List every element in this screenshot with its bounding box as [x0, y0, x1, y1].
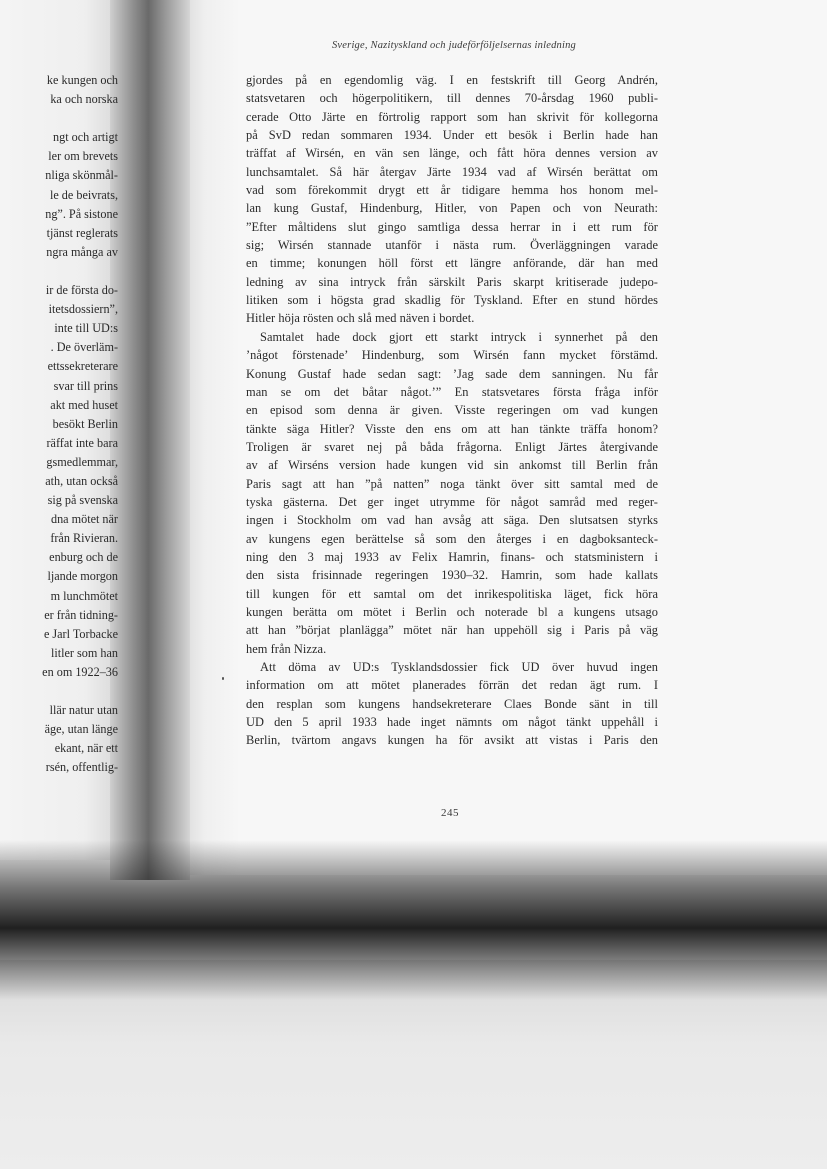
left-page-line: le de beivrats, — [49, 187, 118, 202]
text-line: Troligen är svaret nej på båda frågorna. Enligt Järtes återgivande — [246, 439, 658, 454]
text-line: tyska gästerna. Det ger inget utrymme för något samråd med reger- — [246, 494, 658, 509]
left-page-line — [0, 109, 120, 128]
left-page-line: enburg och de — [49, 550, 118, 565]
text-line: av kungens egen berättelse så som den återges i en dagboksanteck- — [246, 531, 658, 546]
ink-speck — [222, 677, 224, 680]
text-line: cerade Otto Järte en förtrolig rapport som han skrivit för kollegorna — [246, 109, 658, 124]
left-page-line: . De överläm- — [50, 340, 118, 355]
left-page-line: ke kungen och — [46, 73, 118, 87]
left-page-line: svar till prins — [53, 378, 118, 393]
left-page-line: räffat inte bara — [46, 435, 118, 450]
text-line: ingen i Stockholm om vad han avsåg att säga. Den slutsatsen styrks — [246, 513, 658, 528]
text-line: träffat af Wirsén, en vän sen länge, och fått höra dennes version av — [246, 146, 658, 161]
left-page-line: rsén, offentlig- — [45, 760, 118, 775]
text-line: sig; Wirsén stannade utanför i nästa rum. Överläggningen varade — [246, 238, 658, 253]
text-line: till kungen för ett samtal om det inrikespolitiska läget, fick höra — [246, 586, 658, 601]
text-line: gjordes på en egendomlig väg. I en festskrift till Georg Andrén, — [246, 73, 658, 87]
left-page-line: nliga skönmål- — [45, 168, 118, 183]
left-page-line: itetsdossiern”, — [48, 302, 118, 317]
text-line: Berlin, tvärtom angavs kungen ha för avsikt att vistas i Paris den — [246, 733, 658, 748]
running-head: Sverige, Nazityskland och judeförföljelsernas inledning — [331, 40, 576, 51]
text-line: statsvetaren och högerpolitikern, till dennes 70-årsdag 1960 publi- — [246, 91, 658, 106]
left-page-line: ler om brevets — [48, 149, 118, 164]
text-line: kungen berätta om mötet i Berlin och noterade bl a kungens utsago — [246, 604, 658, 619]
body-text — [246, 71, 658, 750]
text-line: Hitler höja rösten och slå med näven i bordet. — [246, 311, 475, 326]
text-line: en timme; konungen höll först ett längre anförande, där han med — [246, 256, 658, 271]
text-line: den sista frisinnade regeringen 1930–32. Hamrin, som hade kallats — [246, 568, 658, 583]
text-line: lunchsamtalet. Så här återgav Järte 1934 vad af Wirsén berättat om — [246, 164, 658, 179]
text-line: hem från Nizza. — [246, 641, 327, 656]
text-line: att han ”börjat planlägga” mötet när han uppehöll sig i Paris på väg — [246, 623, 658, 638]
book-gutter-shadow — [110, 0, 190, 880]
text-line: man se om det båtar något.’” En statsvetares första fråga inför — [246, 384, 658, 399]
left-page-line: gsmedlemmar, — [46, 454, 118, 469]
left-page-line — [0, 262, 120, 281]
left-page-line: ngra många av — [46, 244, 118, 259]
left-page-line: sig på svenska — [47, 493, 118, 508]
text-line: en episod som denna är given. Visste regeringen om vad kungen — [246, 403, 658, 418]
left-page-line: besökt Berlin — [52, 416, 118, 431]
left-page-line: m lunchmötet — [50, 588, 118, 603]
left-page-line: e Jarl Torbacke — [43, 626, 118, 641]
text-line: ’något förstenade’ Hindenburg, som Wirsén fann mycket förstämd. — [246, 348, 658, 363]
left-page-line: ngt och artigt — [53, 130, 118, 145]
left-page-line: äge, utan länge — [44, 722, 118, 737]
left-page-line: tjänst reglerats — [46, 225, 118, 240]
left-page-line: ng”. På sistone — [45, 206, 118, 221]
text-line: vad som förekommit drygt ett år tidigare hemma hos honom mel- — [246, 183, 658, 198]
left-page-line: akt med huset — [50, 397, 118, 412]
page-number: 245 — [441, 807, 459, 819]
left-page-line: ettssekreterare — [47, 359, 118, 374]
text-line: på SvD redan sommaren 1934. Under ett besök i Berlin hade han — [246, 128, 658, 143]
text-line: tänkte säga Hitler? Visste den ens om att han tänkte träffa honom? — [246, 421, 658, 436]
text-line: den resplan som kungens handsekreterare Claes Bonde sänt in till — [246, 696, 658, 711]
left-page-line: dna mötet när — [50, 512, 118, 527]
text-line: ledning av sina intryck från särskilt Paris skarpt kritiserade judepo- — [246, 274, 658, 289]
left-page-line: inte till UD:s — [54, 321, 118, 336]
text-line: Att döma av UD:s Tysklandsdossier fick UD över huvud ingen — [260, 660, 658, 674]
text-line: ”Efter måltidens slut gingo samtliga dessa herrar in i ett rum för — [246, 219, 658, 234]
left-page-line: er från tidning- — [44, 607, 118, 622]
left-page-line: llär natur utan — [49, 703, 118, 718]
left-page-line: ath, utan också — [45, 473, 118, 488]
text-line: litiken som i högsta grad skadlig för Tyskland. Efter en stund hördes — [246, 293, 658, 308]
text-line: Paris sagt att han ”på natten” noga tänkt över sitt samtal med de — [246, 476, 658, 491]
text-line: Konung Gustaf hade sedan sagt: ’Jag sade dem sanningen. Nu får — [246, 366, 658, 381]
text-line: lan kung Gustaf, Hindenburg, Hitler, von Papen och von Neurath: — [246, 201, 658, 216]
left-page-line: från Rivieran. — [50, 531, 118, 546]
left-page-line: en om 1922–36 — [42, 664, 118, 679]
left-page-line: ljande morgon — [47, 569, 118, 584]
text-line: information om att mötet planerades förrän det redan ägt rum. I — [246, 678, 658, 693]
left-page-line: litler som han — [50, 645, 118, 660]
page-edge-shadow — [0, 840, 827, 1000]
left-page-text — [0, 71, 120, 777]
left-page-line: ekant, när ett — [54, 741, 118, 756]
left-page-line: ka och norska — [50, 92, 118, 107]
text-line: av af Wirséns version hade kungen vid sin ankomst till Berlin från — [246, 458, 658, 473]
left-page-line — [0, 682, 120, 701]
text-line: Samtalet hade dock gjort ett starkt intryck i synnerhet på den — [260, 329, 658, 344]
text-line: UD den 5 april 1933 hade inget nämnts om något tänkt uppehåll i — [246, 715, 658, 730]
text-line: ning den 3 maj 1933 av Felix Hamrin, finans- och statsministern i — [246, 549, 658, 564]
left-page-line: ir de första do- — [45, 283, 118, 298]
